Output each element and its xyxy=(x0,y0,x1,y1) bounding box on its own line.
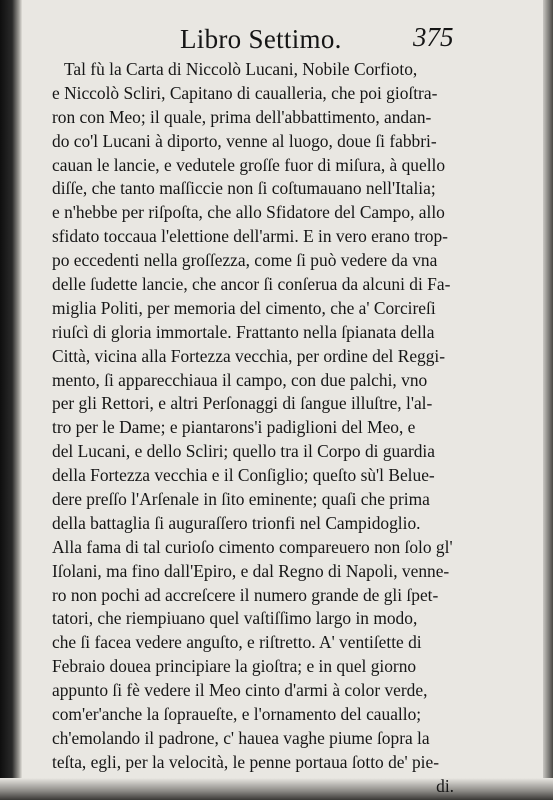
running-header xyxy=(120,22,460,62)
text-line: diſſe, che tanto maſſiccie non ſi coſtumauano nell'Italia; xyxy=(52,178,436,199)
text-line: teſta, egli, per la velocità, le penne portaua ſotto de' pie- xyxy=(52,751,440,772)
text-line: del Lucani, e dello Scliri; quello tra il Corpo di guardia xyxy=(52,441,435,462)
binding-shadow xyxy=(0,0,22,800)
text-line: Iſolani, ma fino dall'Epiro, e dal Regno di Napoli, venne- xyxy=(52,560,450,581)
page-number: 375 xyxy=(413,22,454,52)
running-title: Libro Settimo. xyxy=(180,24,342,54)
text-line: che ſi facea vedere anguſto, e riſtretto. A' ventiſette di xyxy=(52,632,422,653)
text-line: Febraio douea principiare la gioſtra; e in quel giorno xyxy=(52,656,417,677)
text-line: tatori, che riempiuano quel vaſtiſſimo largo in modo, xyxy=(52,608,418,629)
text-line: e n'hebbe per riſpoſta, che allo Sfidatore del Campo, allo xyxy=(52,202,445,223)
text-line: ron con Meo; il quale, prima dell'abbattimento, andan- xyxy=(52,106,432,127)
text-line: miglia Politi, per memoria del cimento, che a' Corcireſi xyxy=(52,297,436,318)
page-edge-shadow xyxy=(543,0,553,800)
text-line: tro per le Dame; e piantarons'i padiglioni del Meo, e xyxy=(52,417,416,438)
catchword: di. xyxy=(436,775,454,796)
text-line: della Fortezza vecchia e il Conſiglio; queſto sù'l Belue- xyxy=(52,465,435,486)
text-line: Città, vicina alla Fortezza vecchia, per ordine del Reggi- xyxy=(52,345,446,366)
text-line: delle ſudette lancie, che ancor ſi conſerua da alcuni di Fa- xyxy=(52,274,451,295)
text-line: ro non pochi ad accreſcere il numero grande de gli ſpet- xyxy=(52,584,439,605)
text-line: dere preſſo l'Arſenale in ſito eminente; quaſi che prima xyxy=(52,489,430,510)
text-line: Alla fama di tal curioſo cimento compareuero non ſolo gl' xyxy=(52,536,453,557)
text-line: cauan le lancie, e vedutele groſſe fuor di miſura, à quello xyxy=(52,154,446,175)
text-line: della battaglia ſi auguraſſero trionfi nel Campidoglio. xyxy=(52,512,421,533)
text-line: po eccedenti nella groſſezza, come ſi può vedere da vna xyxy=(52,250,438,271)
text-line: com'er'anche la ſopraueſte, e l'ornamento del cauallo; xyxy=(52,704,422,725)
text-line: sfidato toccaua l'elettione dell'armi. E in vero erano trop- xyxy=(52,226,448,247)
text-line: do co'l Lucani à diporto, venne al luogo, doue ſi fabbri- xyxy=(52,130,437,151)
text-line: riuſcì di gloria immortale. Frattanto nella ſpianata della xyxy=(52,321,435,342)
text-line: appunto ſi fè vedere il Meo cinto d'armi à color verde, xyxy=(52,680,428,701)
text-line: mento, ſi apparecchiaua il campo, con due palchi, vno xyxy=(52,369,428,390)
text-line: per gli Rettori, e altri Perſonaggi di ſangue illuſtre, l'al- xyxy=(52,393,433,414)
text-line: ch'emolando il padrone, c' hauea vaghe piume ſopra la xyxy=(52,727,430,748)
text-line: e Niccolò Scliri, Capitano di caualleria, che poi gioſtra- xyxy=(52,82,438,103)
text-line: Tal fù la Carta di Niccolò Lucani, Nobile Corfioto, xyxy=(64,59,418,79)
body-text xyxy=(52,58,522,799)
